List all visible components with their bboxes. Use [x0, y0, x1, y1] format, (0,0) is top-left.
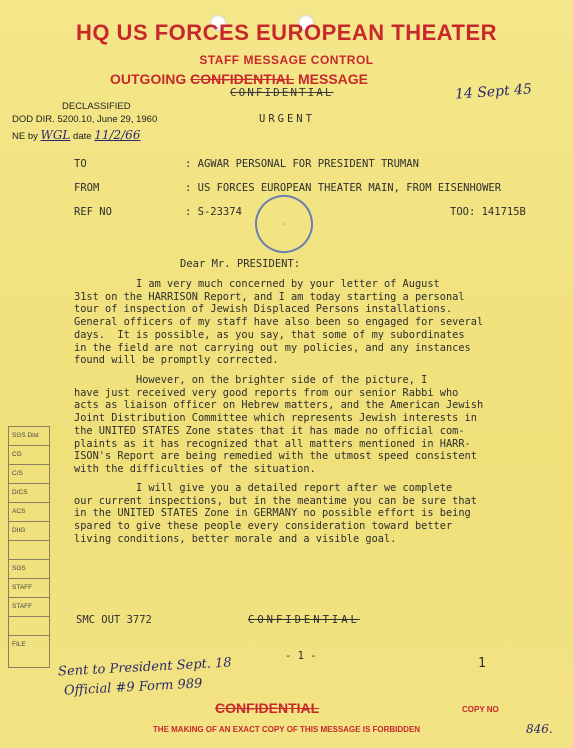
distribution-box-row: STAFF: [9, 598, 49, 617]
routing-from-label: FROM: [74, 182, 100, 194]
handwritten-date: 14 Sept 45: [454, 81, 533, 103]
distribution-box-row: [9, 541, 49, 560]
receipt-stamp: ○: [244, 184, 323, 263]
handwritten-note-sent: Sent to President Sept. 18: [57, 655, 232, 680]
routing-ref-label: REF NO: [74, 206, 112, 218]
page-title: HQ US FORCES EUROPEAN THEATER: [75, 20, 498, 45]
paragraph-1: I am very much concerned by your letter of August 31st on the HARRISON Report, and I am today starting a personal tour of inspection of Jewish Displaced Persons installations. General officers of my staff have also been so engaged for several days. It is possible, as you say, that some of my subordinates in the field are not carrying out my policies, and any instances found will be promptly corrected.: [74, 278, 484, 367]
time-of-origin: TOO: 141715B: [450, 206, 526, 218]
smc-out-number: SMC OUT 3772: [76, 614, 152, 626]
routing-ref-value: : S-23374: [185, 206, 242, 218]
distribution-box-row: FILE: [12, 641, 26, 648]
distribution-box-row: [9, 617, 49, 636]
handwritten-note-file: Official #9 Form 989: [63, 676, 203, 699]
paragraph-3: I will give you a detailed report after we complete our current inspections, but in the meantime you can be sure that in the UNITED STATES Zone in GERMANY no possible effort is being spared to give these people every consideration toward better living conditions, better morale and a visible goal.: [74, 482, 477, 545]
copy-warning: THE MAKING OF AN EXACT COPY OF THIS MESSAGE IS FORBIDDEN: [152, 725, 421, 734]
routing-to-label: TO: [74, 158, 87, 170]
distribution-box-row: SGS Dist: [9, 427, 49, 446]
declassified-by-line: NE by WGL date 11/2/66: [12, 128, 141, 142]
staff-message-control: STAFF MESSAGE CONTROL: [199, 53, 374, 67]
struck-confidential: CONFIDENTIAL: [190, 71, 295, 87]
distribution-box: [8, 426, 50, 668]
distribution-box-row: ACS: [9, 503, 49, 522]
routing-from-value: : US FORCES EUROPEAN THEATER MAIN, FROM EISENHOWER: [185, 182, 502, 194]
distribution-box-row: STAFF: [9, 579, 49, 598]
salutation: Dear Mr. PRESIDENT:: [180, 258, 301, 270]
footer-confidential: CONFIDENTIAL: [215, 700, 320, 716]
distribution-box-row: D/CS: [9, 484, 49, 503]
bottom-classification: CONFIDENTIAL: [248, 614, 360, 626]
distribution-box-row: SGS: [9, 560, 49, 579]
corner-number: 846.: [526, 722, 553, 736]
typed-classification: CONFIDENTIAL: [230, 86, 334, 99]
copy-no-label: COPY NO: [462, 705, 499, 714]
routing-to-value: : AGWAR PERSONAL FOR PRESIDENT TRUMAN: [185, 158, 419, 170]
copy-number: 1: [478, 656, 486, 671]
distribution-box-row: CG: [9, 446, 49, 465]
declassified-authority: DOD DIR. 5200.10, June 29, 1960: [12, 114, 158, 125]
distribution-box-row: DIIG: [9, 522, 49, 541]
distribution-box-row: C/S: [9, 465, 49, 484]
outgoing-classification-line: OUTGOING CONFIDENTIAL MESSAGE: [110, 71, 368, 87]
precedence: URGENT: [259, 113, 315, 125]
page-number: - 1 -: [285, 650, 317, 662]
paragraph-2: However, on the brighter side of the picture, I have just received very good reports from our senior Rabbi who acts as liaison officer on Hebrew matters, and the American Jewish Joint Distribution Committee which represents Jewish interests in the UNITED STATES Zone states that it has made no official com- plaints as it has recognized that all matters mentioned in HARR- ISON's Report are being remedied with the utmost speed consistent with the difficulties of the situation.: [74, 374, 484, 475]
declassified-label: DECLASSIFIED: [62, 101, 131, 112]
